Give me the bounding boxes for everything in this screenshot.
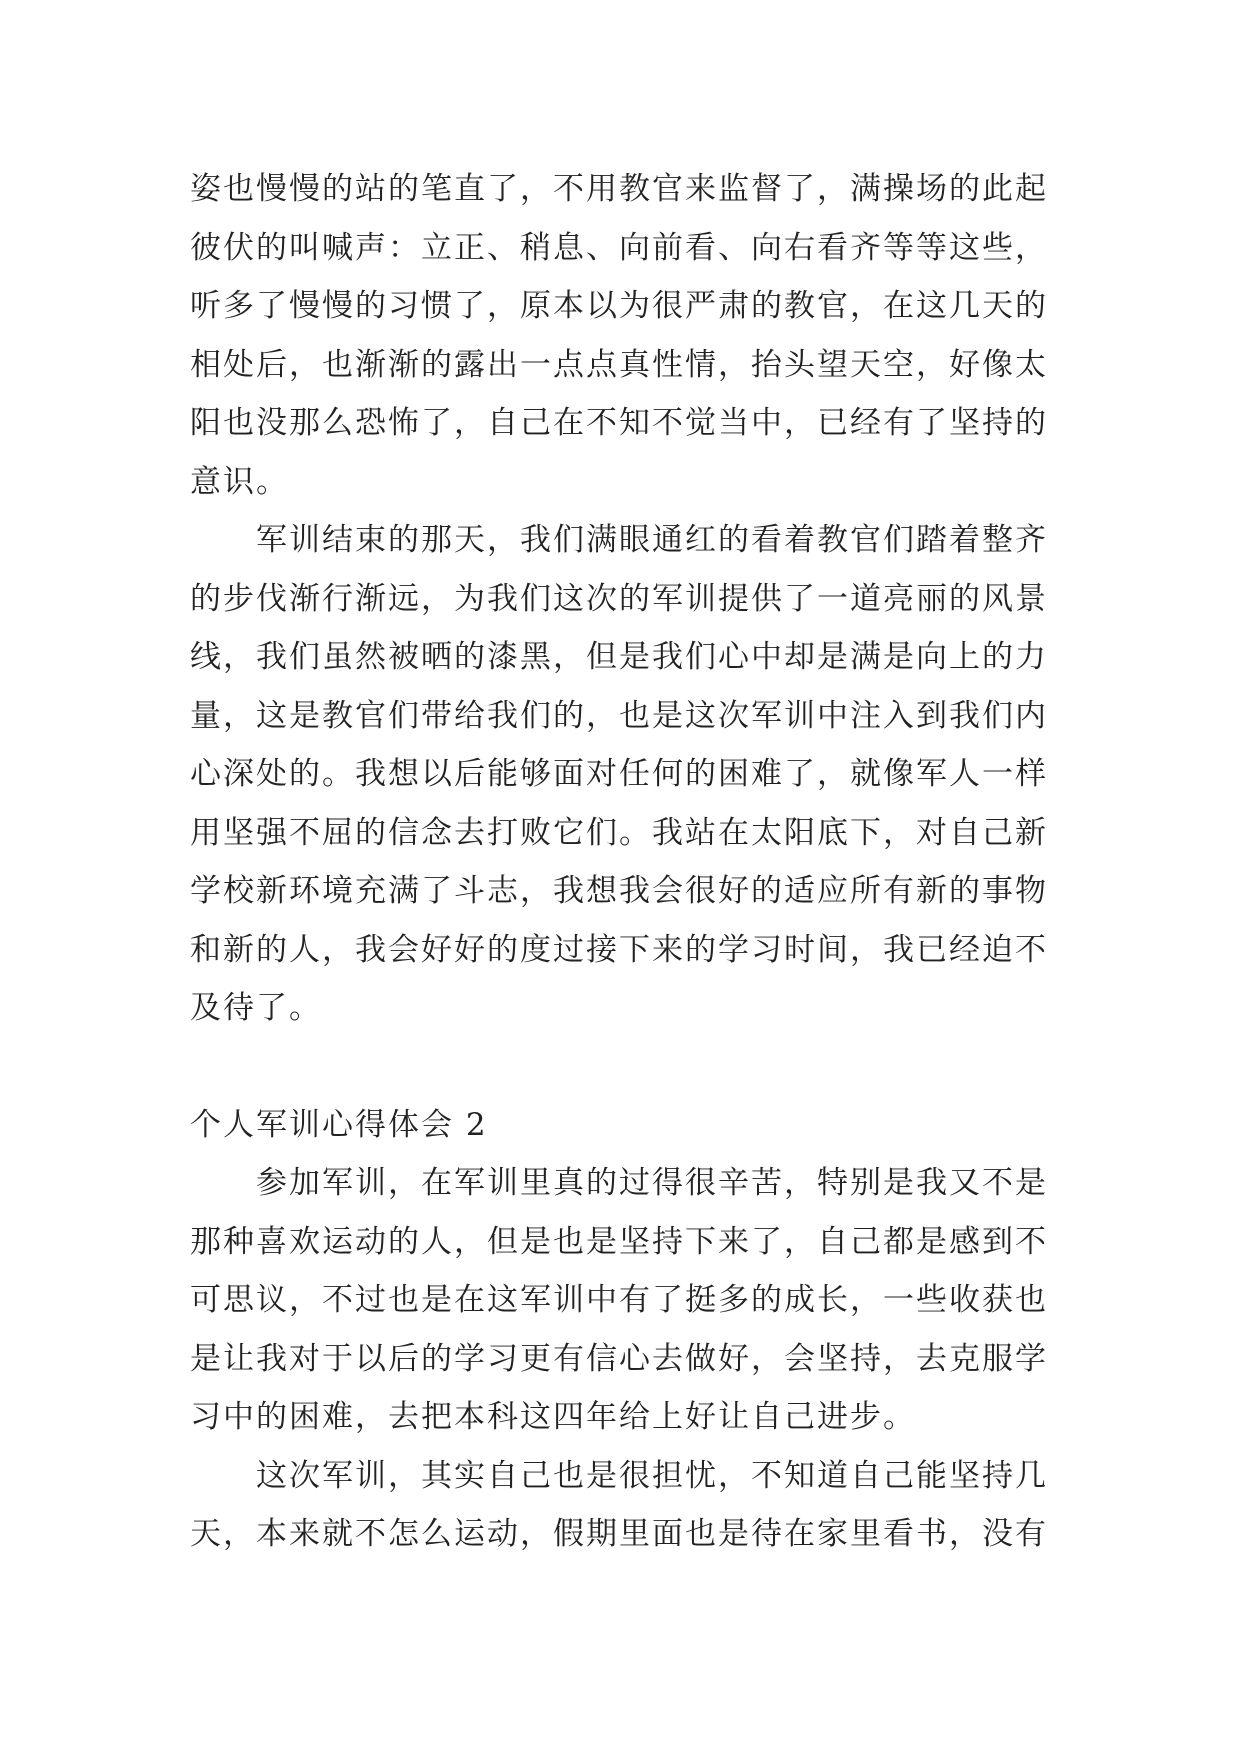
paragraph-training-end: 军训结束的那天，我们满眼通红的看着教官们踏着整齐的步伐渐行渐远，为我们这次的军训提供了一道亮丽的风景线，我们虽然被晒的漆黑，但是我们心中却是满是向上的力量，这是教官们带给我们的，也是这次军训中注入到我们内心深处的。我想以后能够面对任何的困难了，就像军人一样用坚强不屈的信念去打败它们。我站在太阳底下，对自己新学校新环境充满了斗志，我想我会很好的适应所有新的事物和新的人，我会好好的度过接下来的学习时间，我已经迫不及待了。 xyxy=(190,522,1048,1026)
paragraph-joining-training: 参加军训，在军训里真的过得很辛苦，特别是我又不是那种喜欢运动的人，但是也是坚持下来了，自己都是感到不可思议，不过也是在这军训中有了挺多的成长，一些收获也是让我对于以后的学习更有信心去做好，会坚持，去克服学习中的困难，去把本科这四年给上好让自己进步。 xyxy=(190,1165,1048,1435)
paragraph-worry: 这次军训，其实自己也是很担忧，不知道自己能坚持几天，本来就不怎么运动，假期里面也是待在家里看书，没有 xyxy=(190,1457,1048,1552)
document-body xyxy=(190,160,1050,1564)
paragraph-continued: 姿也慢慢的站的笔直了，不用教官来监督了，满操场的此起彼伏的叫喊声：立正、稍息、向前看、向右看齐等等这些，听多了慢慢的习惯了，原本以为很严肃的教官，在这几天的相处后，也渐渐的露出一点点真性情，抬头望天空，好像太阳也没那么恐怖了，自己在不知不觉当中，已经有了坚持的意识。 xyxy=(190,171,1048,500)
section-heading: 个人军训心得体会 2 xyxy=(190,1106,488,1143)
